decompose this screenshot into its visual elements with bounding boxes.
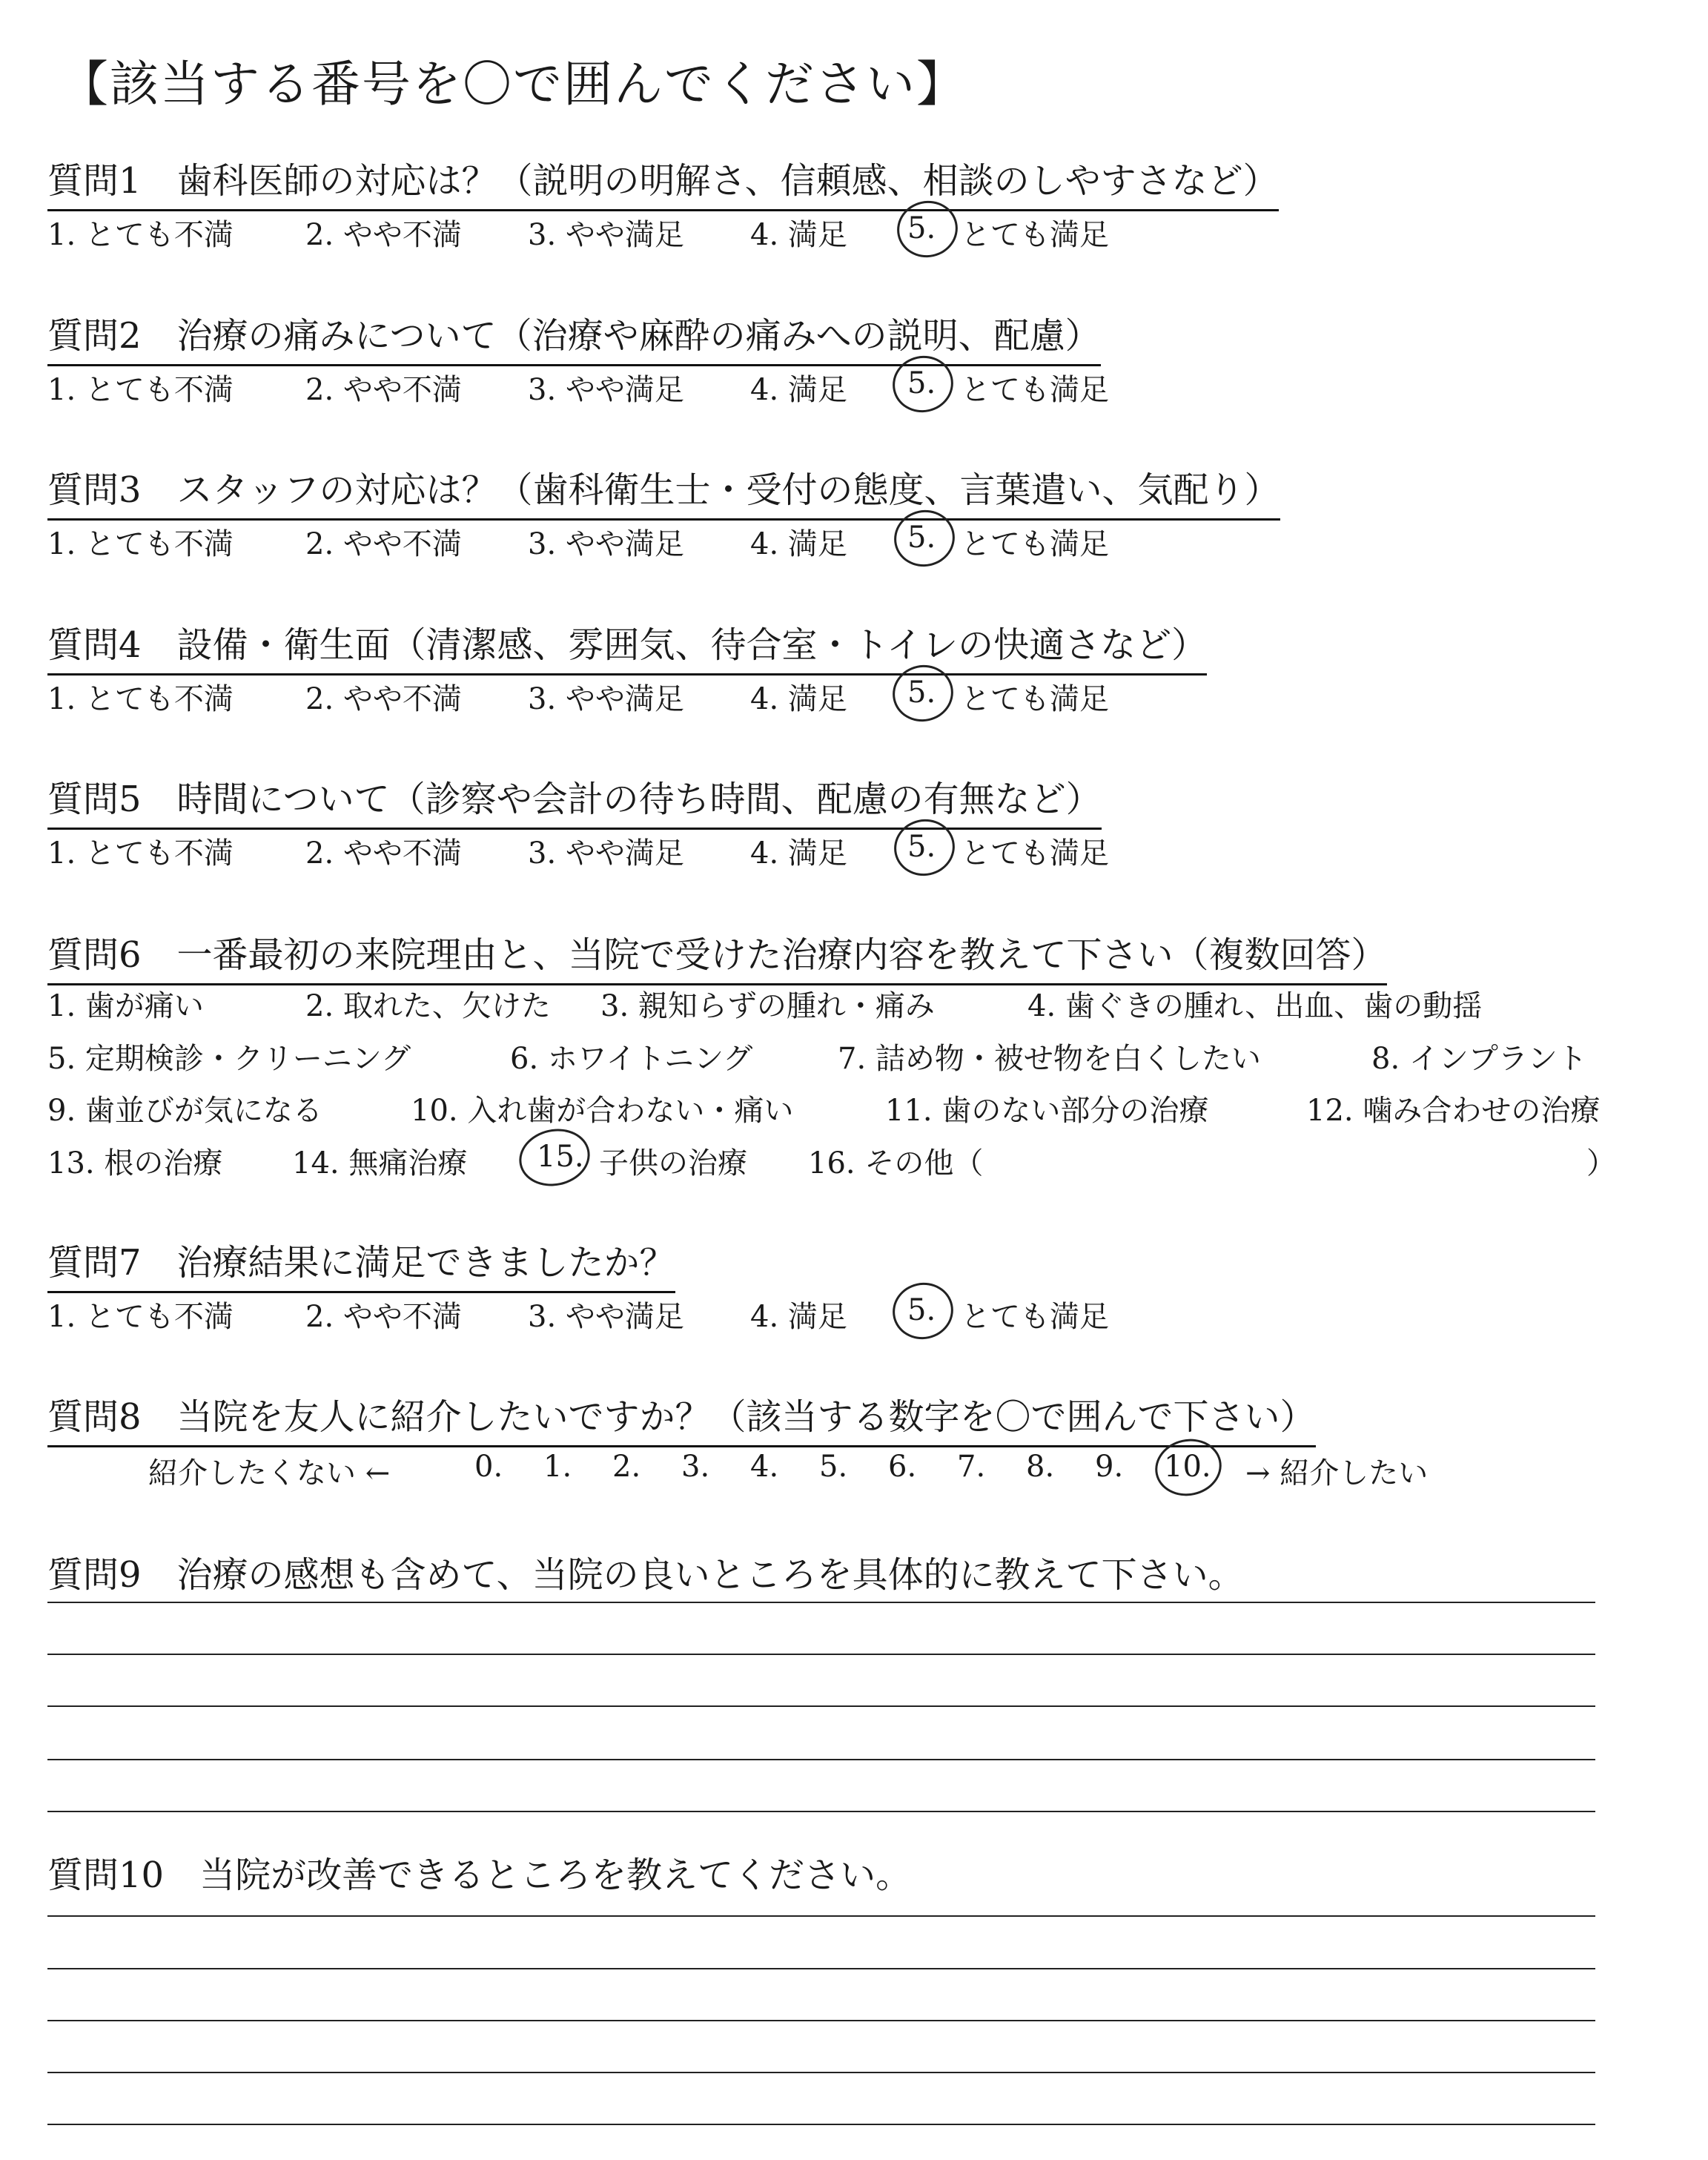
q6-option-10[interactable]: 10. 入れ歯が合わない・痛い <box>411 1094 794 1128</box>
option-4[interactable]: 4. 満足 <box>750 682 847 716</box>
option-3[interactable]: 3. やや満足 <box>528 527 684 561</box>
option-1[interactable]: 1. とても不満 <box>47 373 234 407</box>
option-2[interactable]: 2. やや不満 <box>305 218 462 252</box>
q6-option-5[interactable]: 5. 定期検診・クリーニング <box>47 1042 411 1076</box>
option-1[interactable]: 1. とても不満 <box>47 682 234 716</box>
option-5-label: とても満足 <box>961 682 1109 716</box>
q6-option-8[interactable]: 8. インプラント <box>1371 1042 1587 1076</box>
answer-line[interactable] <box>47 1759 1595 1760</box>
option-2[interactable]: 2. やや不満 <box>305 373 462 407</box>
option-3[interactable]: 3. やや満足 <box>528 1300 684 1334</box>
question-8-scale <box>148 1450 1520 1494</box>
option-2[interactable]: 2. やや不満 <box>305 527 462 561</box>
page-heading: 【該当する番号を〇で囲んでください】 <box>59 56 967 113</box>
option-5-label: とても満足 <box>961 218 1109 252</box>
scale-right-label: → 紹介したい <box>1245 1456 1429 1490</box>
answer-line[interactable] <box>47 2020 1595 2021</box>
answer-line[interactable] <box>47 2124 1595 2125</box>
option-4[interactable]: 4. 満足 <box>750 1300 847 1334</box>
option-1[interactable]: 1. とても不満 <box>47 527 234 561</box>
option-5-label: とても満足 <box>961 527 1109 561</box>
question-1-title: 質問1 歯科医師の対応は？（説明の明解さ、信頼感、相談のしやすさなど） <box>47 152 1279 211</box>
answer-line[interactable] <box>47 1915 1595 1917</box>
scale-6[interactable]: 6. <box>888 1450 917 1484</box>
option-5[interactable]: 5. <box>907 211 936 245</box>
option-2[interactable]: 2. やや不満 <box>305 1300 462 1334</box>
option-1[interactable]: 1. とても不満 <box>47 836 234 871</box>
question-7-title: 質問7 治療結果に満足できましたか？ <box>47 1234 675 1293</box>
scale-0[interactable]: 0. <box>474 1450 503 1484</box>
scale-1[interactable]: 1. <box>543 1450 572 1484</box>
option-5[interactable]: 5. <box>907 1293 936 1327</box>
option-1[interactable]: 1. とても不満 <box>47 1300 234 1334</box>
option-5-label: とても満足 <box>961 836 1109 871</box>
option-3[interactable]: 3. やや満足 <box>528 218 684 252</box>
option-2[interactable]: 2. やや不満 <box>305 836 462 871</box>
answer-line[interactable] <box>47 1705 1595 1707</box>
question-10-title: 質問10 当院が改善できるところを教えてください。 <box>47 1855 912 1896</box>
option-3[interactable]: 3. やや満足 <box>528 836 684 871</box>
option-5-label: とても満足 <box>961 1300 1109 1334</box>
question-2-title: 質問2 治療の痛みについて（治療や麻酔の痛みへの説明、配慮） <box>47 307 1101 366</box>
answer-line[interactable] <box>47 1968 1595 1969</box>
scale-10[interactable]: 10. <box>1164 1450 1211 1484</box>
q6-option-12[interactable]: 12. 噛み合わせの治療 <box>1306 1094 1601 1128</box>
question-8-title: 質問8 当院を友人に紹介したいですか？（該当する数字を〇で囲んで下さい） <box>47 1388 1316 1447</box>
q6-option-9[interactable]: 9. 歯並びが気になる <box>47 1094 322 1128</box>
q6-option-4[interactable]: 4. 歯ぐきの腫れ、出血、歯の動揺 <box>1027 989 1483 1023</box>
answer-line[interactable] <box>47 1654 1595 1655</box>
answer-line[interactable] <box>47 2072 1595 2073</box>
q6-option-2[interactable]: 2. 取れた、欠けた <box>305 989 551 1023</box>
scale-4[interactable]: 4. <box>750 1450 779 1484</box>
q6-option-3[interactable]: 3. 親知らずの腫れ・痛み <box>600 989 935 1023</box>
option-4[interactable]: 4. 満足 <box>750 836 847 871</box>
scale-left-label: 紹介したくない ← <box>148 1456 391 1490</box>
q6-option-16[interactable]: 16. その他（ <box>808 1146 984 1180</box>
answer-line[interactable] <box>47 1811 1595 1812</box>
option-3[interactable]: 3. やや満足 <box>528 682 684 716</box>
option-5-label: とても満足 <box>961 373 1109 407</box>
q6-row-2 <box>47 1035 1678 1080</box>
answer-line[interactable] <box>47 1602 1595 1603</box>
q6-option-13[interactable]: 13. 根の治療 <box>47 1146 223 1180</box>
option-5[interactable]: 5. <box>907 830 936 864</box>
scale-9[interactable]: 9. <box>1095 1450 1124 1484</box>
option-4[interactable]: 4. 満足 <box>750 527 847 561</box>
option-5[interactable]: 5. <box>907 676 936 710</box>
q6-option-1[interactable]: 1. 歯が痛い <box>47 989 204 1023</box>
question-3-title: 質問3 スタッフの対応は？（歯科衛生士・受付の態度、言葉遣い、気配り） <box>47 461 1280 521</box>
scale-2[interactable]: 2. <box>612 1450 641 1484</box>
q6-option-7[interactable]: 7. 詰め物・被せ物を白くしたい <box>838 1042 1261 1076</box>
q6-option-16-close: ） <box>1586 1146 1616 1180</box>
q6-row-1 <box>47 982 1678 1027</box>
option-1[interactable]: 1. とても不満 <box>47 218 234 252</box>
selection-circle <box>514 1123 595 1192</box>
q6-row-4 <box>47 1140 1678 1184</box>
option-3[interactable]: 3. やや満足 <box>528 373 684 407</box>
option-4[interactable]: 4. 満足 <box>750 373 847 407</box>
scale-7[interactable]: 7. <box>957 1450 986 1484</box>
selection-circle <box>887 1277 959 1344</box>
question-4-title: 質問4 設備・衛生面（清潔感、雰囲気、待合室・トイレの快適さなど） <box>47 616 1207 676</box>
question-9-title: 質問9 治療の感想も含めて、当院の良いところを具体的に教えて下さい。 <box>47 1554 1244 1596</box>
option-5[interactable]: 5. <box>907 366 936 400</box>
scale-5[interactable]: 5. <box>819 1450 848 1484</box>
option-2[interactable]: 2. やや不満 <box>305 682 462 716</box>
q6-option-6[interactable]: 6. ホワイトニング <box>510 1042 753 1076</box>
option-4[interactable]: 4. 満足 <box>750 218 847 252</box>
scale-8[interactable]: 8. <box>1026 1450 1055 1484</box>
q6-option-11[interactable]: 11. 歯のない部分の治療 <box>885 1094 1209 1128</box>
q6-option-15-label: 子供の治療 <box>599 1146 747 1180</box>
question-5-title: 質問5 時間について（診察や会計の待ち時間、配慮の有無など） <box>47 770 1102 830</box>
option-5[interactable]: 5. <box>907 521 936 555</box>
q6-row-3 <box>47 1087 1678 1132</box>
q6-option-14[interactable]: 14. 無痛治療 <box>292 1146 468 1180</box>
q6-option-15[interactable]: 15. <box>537 1140 584 1174</box>
question-6-title: 質問6 一番最初の来院理由と、当院で受けた治療内容を教えて下さい（複数回答） <box>47 926 1387 985</box>
scale-3[interactable]: 3. <box>681 1450 710 1484</box>
